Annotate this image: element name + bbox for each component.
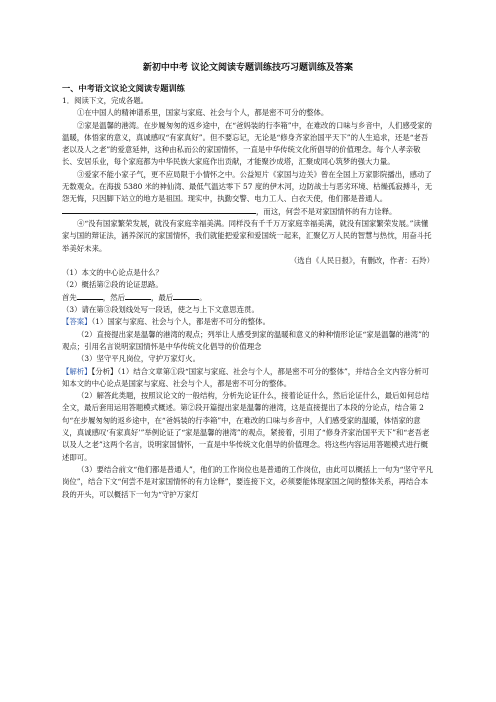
answer-3: （3）坚守平凡岗位，守护万家灯火。 — [77, 354, 200, 364]
answer-1-text: （1）国家与家庭、社会与个人，都是密不可分的整体。 — [91, 317, 270, 327]
analysis-1 — [62, 366, 434, 391]
paragraph-3 — [62, 169, 434, 206]
fill-end: 。 — [199, 292, 207, 302]
question-intro: 1．阅读下文，完成各题。 — [62, 96, 149, 105]
paragraph-3-tail: ，而这，何尝不是对家国情怀的有力诠释。 — [256, 206, 397, 216]
answer-blank-3[interactable] — [173, 292, 199, 300]
answer-blank-1[interactable] — [77, 292, 103, 300]
paragraph-4: ④“没有国家繁荣发展，就没有家庭幸福美满。同样没有千千万万家庭幸福美满，就没有国家繁荣发展。”读懂家与国的辩证法，涵养深沉的家国情怀，我们就能把爱家和爱国统一起来，汇聚亿万人民的智慧与热忱，用奋斗托举美好未来。 — [62, 218, 432, 253]
analysis-3: （3）要结合前文“他们都是普通人”，他们的工作岗位也是普通的工作岗位，由此可以概括上一句为“坚守平凡岗位”，结合下文“何尝不是对家国情怀的有力诠释”，要连接下文，必须要能体现家国之间的整体关系，再结合本段的开头，可以概括下一句为“守护万家灯 — [62, 464, 434, 499]
fill-first: 首先 — [62, 292, 77, 302]
question-3: （3）请在第③段划线处写一段话，使之与上下文意思连贯。 — [62, 305, 259, 315]
paragraph-1: ①在中国人的精神谱系里，国家与家庭、社会与个人，都是密不可分的整体。 — [77, 108, 329, 118]
fill-then: ，然后 — [102, 292, 125, 302]
analysis-1-text: （1）结合文章第①段“国家与家庭、社会与个人，都是密不可分的整体”，并结合全文内容分析可知本文的中心论点是国家与家庭、社会与个人，都是密不可分的整体。 — [62, 366, 430, 388]
fill-last: ，最后 — [150, 292, 174, 302]
paragraph-3-cont — [62, 206, 434, 218]
answer-1 — [62, 316, 434, 328]
source-note: （选自《人民日报》，有删改，作者：石羚） — [289, 255, 434, 265]
answer-blank-long[interactable] — [62, 206, 256, 214]
analysis-sub-tag: 【分析】 — [91, 366, 118, 376]
question-2: （2）概括第②段的论证思路。 — [62, 280, 163, 290]
question-1: （1）本文的中心论点是什么？ — [62, 268, 163, 278]
document-title: 新初中中考 议论文阅读专题训练技巧习题训练及答案 — [142, 63, 354, 73]
section-heading: 一、中考语文议论文阅读专题训练 — [62, 83, 185, 93]
question-2-fill — [62, 292, 434, 304]
document-page — [62, 62, 434, 501]
answer-tag: 【答案】 — [62, 317, 92, 327]
answer-blank-2[interactable] — [125, 292, 151, 300]
analysis-2: （2）解答此类题，按照议论文的一般结构，分析先论证什么，接着论证什么，然后论证什么，最后如何总结全文，最后套用运用答题模式概述。第②段开篇提出家是温馨的港湾，这是直接提出了本段的分论点，结合第 2 句“在步履匆匆的返乡途中，在“爸妈装的行李箱”中，在难改的口味与乡音中，人们感受家的温暖，体悟家的意义，真诚感叹‘有家真好’”举例论证了“家是温馨的港湾”的观点，紧接着，引用了“修身齐家治国平天下”和“老吾老以及人之老”这两个名言，说明家国情怀，一直是中华传统文化倡导的价值理念。将这些内容运用答题模式进行概述即可。 — [62, 391, 430, 462]
paragraph-3-text: ③爱家不能小家子气，更不应局限于小情怀之中。公益短片《家国与边关》曾在全国上万家影院播出，感动了无数观众。在海拔 5380 米的神仙湾、最低气温达零下 57 度的伊木河，边防战士与恶劣环境、枯燥孤寂搏斗，无怨无悔，只因脚下站立的地方是祖国。现实中，执勤交警、电力工人、白衣天使，他们都是普通人。 — [62, 169, 433, 204]
answer-2: （2）直接提出家是温馨的港湾的观点；列举让人感受到家的温暖和意义的种种情形论证“家是温馨的港湾”的观点；引用名言说明家国情怀是中华传统文化倡导的价值理念 — [62, 329, 430, 351]
analysis-tag: 【解析】 — [62, 366, 92, 376]
paragraph-2: ②家是温馨的港湾。在步履匆匆的返乡途中，在“爸妈装的行李箱”中，在难改的口味与乡音中，人们感受家的温暖，体悟家的意义，真诚感叹“有家真好”。但不要忘记，无论是“修身齐家治国平天下”的人生追求，还是“老吾老以及人之老”的爱意延伸，这种由私而公的家国情怀，一直是中华传统文化所倡导的价值理念。每个人孝亲敬长、安居乐业，每个家庭都为中华民族大家庭作出贡献，才能聚沙成塔，汇聚成同心筑梦的强大力量。 — [62, 120, 432, 167]
